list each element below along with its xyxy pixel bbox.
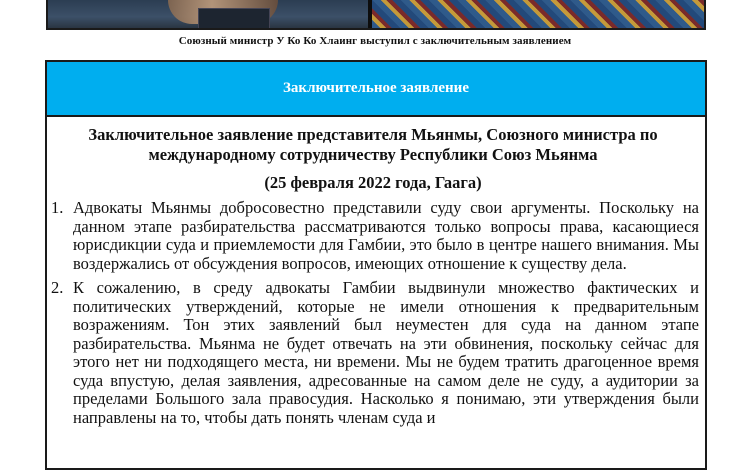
paragraph-number: 2. bbox=[51, 278, 64, 297]
statement-frame bbox=[45, 60, 707, 470]
section-header-title: Заключительное заявление bbox=[283, 80, 469, 96]
photo-caption: Союзный министр У Ко Ко Хлаинг выступил с заключительным заявлением bbox=[178, 35, 572, 47]
paragraph-text: К сожалению, в среду адвокаты Гамбии выдвинули множество фактических и политических утверждений, которые не имели отношения к предварительным возражениям. Тон этих заявлений был неуместен для суда на данном этапе разбирательства. Мьянма не будет отвечать на эти обвинения, поскольку сейчас для этого нет ни подходящего места, ни времени. Мы не будем тратить драгоценное время суда впустую, делая заявления, адресованные на самом деле не суду, а аудитории за пределами Большого зала правосудия. Насколько я понимаю, эти утверждения были направлены на то, чтобы дать понять членам суда и bbox=[73, 278, 699, 427]
photo-speaker-at-podium bbox=[48, 0, 368, 28]
document-date: (25 февраля 2022 года, Гаага) bbox=[264, 173, 482, 192]
paragraph bbox=[47, 279, 699, 427]
photo-courtroom-ceiling bbox=[372, 0, 704, 28]
statement-content bbox=[47, 125, 705, 427]
paragraph-number: 1. bbox=[51, 198, 64, 217]
paragraph-text: Адвокаты Мьянмы добросовестно представили суду свои аргументы. Поскольку на данном этапе разбирательства рассматриваются только вопросы права, касающиеся юрисдикции суда и приемлемости для Гамбии, это было в центре нашего внимания. Мы воздержались от обсуждения вопросов, имеющих отношение к существу дела. bbox=[73, 198, 699, 273]
document-title: Заключительное заявление представителя Мьянмы, Союзного министра по международному сотрудничеству Республики Союз Мьянма bbox=[88, 125, 658, 164]
podium bbox=[198, 8, 270, 30]
paragraph bbox=[47, 199, 699, 273]
section-header bbox=[47, 62, 705, 117]
photo bbox=[46, 0, 706, 30]
